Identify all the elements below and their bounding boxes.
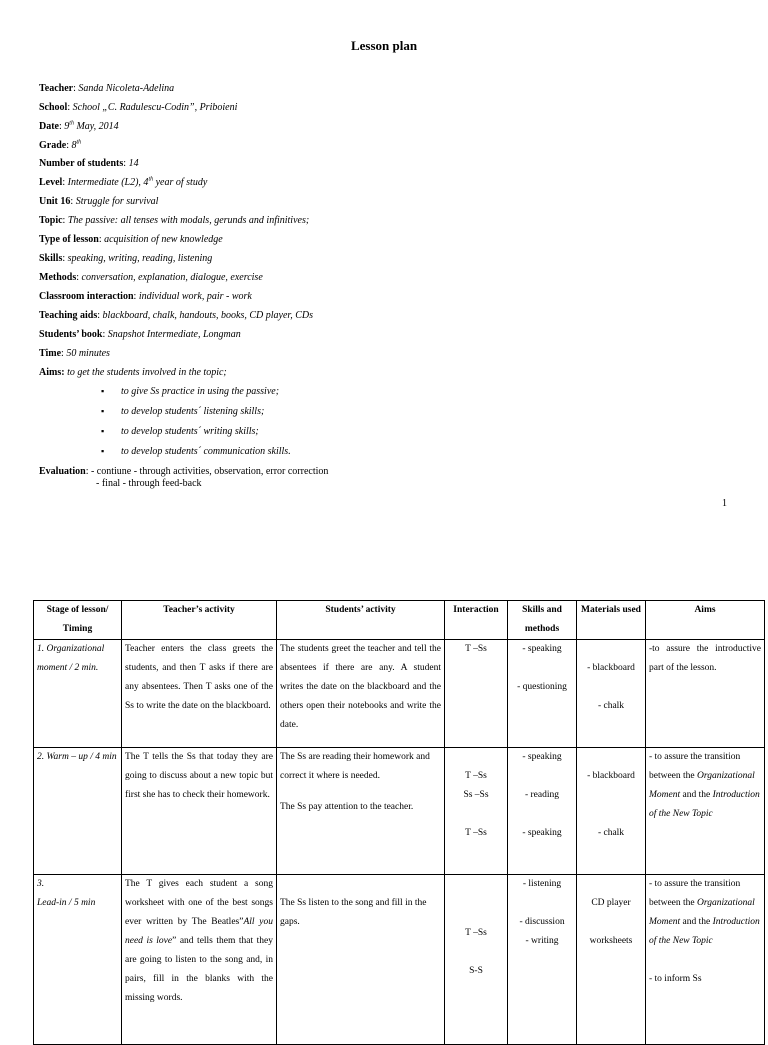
header-stage: Stage of lesson/ Timing: [34, 601, 122, 640]
teacher-cell: Teacher enters the class greets the students, and then T asks if there are any absentees. Then T asks one of the Ss to write the date on the blackboard.: [122, 640, 277, 748]
aim-bullet: ▪ to give Ss practice in using the passive;: [104, 386, 279, 397]
students-count-field: Number of students: 14: [39, 158, 139, 169]
header-materials: Materials used: [577, 601, 646, 640]
page-title: Lesson plan: [350, 38, 418, 53]
interaction-field: Classroom interaction: individual work, pair - work: [39, 291, 252, 302]
header-teacher: Teacher’s activity: [122, 601, 277, 640]
skills-cell: - listening - discussion - writing: [508, 875, 577, 1045]
aim-bullet: ▪ to develop students´ communication skills.: [104, 446, 291, 457]
time-field: Time: 50 minutes: [39, 348, 110, 359]
table-header-row: [34, 601, 765, 640]
evaluation-field: Evaluation: - contiune - through activities, observation, error correction - final - through feed-back: [39, 466, 329, 489]
aim-bullet: ▪ to develop students´ writing skills;: [104, 426, 259, 437]
materials-cell: - blackboard - chalk: [577, 640, 646, 748]
aims-cell: -to assure the introductive part of the lesson.: [646, 640, 765, 748]
aim-bullet: ▪ to develop students´ listening skills;: [104, 406, 264, 417]
school-field: School: School „C. Radulescu-Codin”, Priboieni: [39, 102, 238, 113]
table-row: [34, 748, 765, 875]
materials-cell: CD player worksheets: [577, 875, 646, 1045]
header-interaction: Interaction: [445, 601, 508, 640]
header-students: Students’ activity: [277, 601, 445, 640]
methods-field: Methods: conversation, explanation, dialogue, exercise: [39, 272, 263, 283]
interaction-cell: T –Ss S-S: [445, 875, 508, 1045]
teacher-field: Teacher: Sanda Nicoleta-Adelina: [39, 83, 175, 94]
table-row: [34, 875, 765, 1045]
page-number: 1: [722, 498, 727, 509]
aims-cell: - to assure the transition between the Organizational Moment and the Introduction of the New Topic: [646, 748, 765, 875]
students-cell: The Ss listen to the song and fill in the gaps.: [277, 875, 445, 1045]
students-cell: The students greet the teacher and tell the absentees if there are any. A student writes the date on the blackboard and the others open their notebooks and write the date.: [277, 640, 445, 748]
materials-cell: - blackboard - chalk: [577, 748, 646, 875]
students-book-field: Students’ book: Snapshot Intermediate, Longman: [39, 329, 241, 340]
lesson-plan-table: [33, 600, 765, 1045]
teacher-cell: The T gives each student a song worksheet with one of the best songs ever written by The Beatles”All you need is love” and tells them that they are going to listen to the song and, in pairs, fill in the blanks with the missing words.: [122, 875, 277, 1045]
lesson-type-field: Type of lesson: acquisition of new knowledge: [39, 234, 223, 245]
teacher-cell: The T tells the Ss that today they are going to discuss about a new topic but first she has to check their homework.: [122, 748, 277, 875]
interaction-cell: T –Ss Ss –Ss T –Ss: [445, 748, 508, 875]
skills-cell: - speaking - reading - speaking: [508, 748, 577, 875]
stage-cell: 1. Organizational moment / 2 min.: [34, 640, 122, 748]
unit-field: Unit 16: Struggle for survival: [39, 196, 159, 207]
table-row: [34, 640, 765, 748]
aims-cell: - to assure the transition between the Organizational Moment and the Introduction of the New Topic - to inform Ss: [646, 875, 765, 1045]
students-cell: The Ss are reading their homework and correct it where is needed. The Ss pay attention to the teacher.: [277, 748, 445, 875]
header-skills: Skills and methods: [508, 601, 577, 640]
stage-cell: 3. Lead-in / 5 min: [34, 875, 122, 1045]
interaction-cell: T –Ss: [445, 640, 508, 748]
date-field: Date: 9th May, 2014: [39, 120, 119, 132]
stage-cell: 2. Warm – up / 4 min: [34, 748, 122, 875]
teaching-aids-field: Teaching aids: blackboard, chalk, handouts, books, CD player, CDs: [39, 310, 313, 321]
skills-cell: - speaking - questioning: [508, 640, 577, 748]
topic-field: Topic: The passive: all tenses with modals, gerunds and infinitives;: [39, 215, 310, 226]
header-aims: Aims: [646, 601, 765, 640]
skills-field: Skills: speaking, writing, reading, listening: [39, 253, 213, 264]
aims-field: Aims: to get the students involved in the topic;: [39, 367, 227, 378]
grade-field: Grade: 8th: [39, 139, 82, 151]
level-field: Level: Intermediate (L2), 4th year of study: [39, 176, 208, 188]
